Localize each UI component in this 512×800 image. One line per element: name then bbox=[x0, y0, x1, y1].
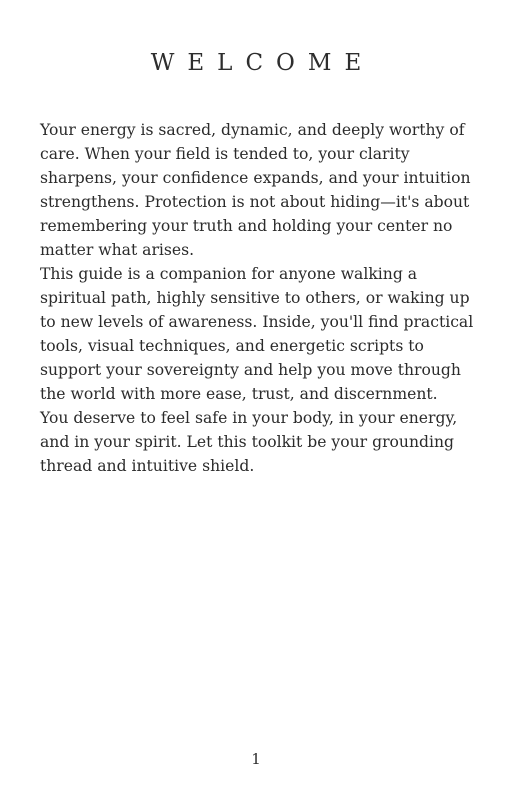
body-text bbox=[40, 118, 476, 478]
page-title: WELCOME bbox=[150, 50, 375, 76]
paragraph-intro: Your energy is sacred, dynamic, and deeply worthy of care. When your field is tended to, your clarity sharpens, your confidence expands, and your intuition strengthens. Protection is not about hiding—it's about remembering your truth and holding your center no matter what arises. bbox=[40, 121, 471, 259]
page-number: 1 bbox=[251, 750, 261, 768]
paragraph-closing: You deserve to feel safe in your body, in your energy, and in your spirit. Let this toolkit be your grounding thread and intuitive shield. bbox=[40, 409, 458, 475]
paragraph-guide: This guide is a companion for anyone walking a spiritual path, highly sensitive to others, or waking up to new levels of awareness. Inside, you'll find practical tools, visual techniques, and energetic scripts to support your sovereignty and help you move through the world with more ease, trust, and discernment. bbox=[40, 265, 474, 403]
